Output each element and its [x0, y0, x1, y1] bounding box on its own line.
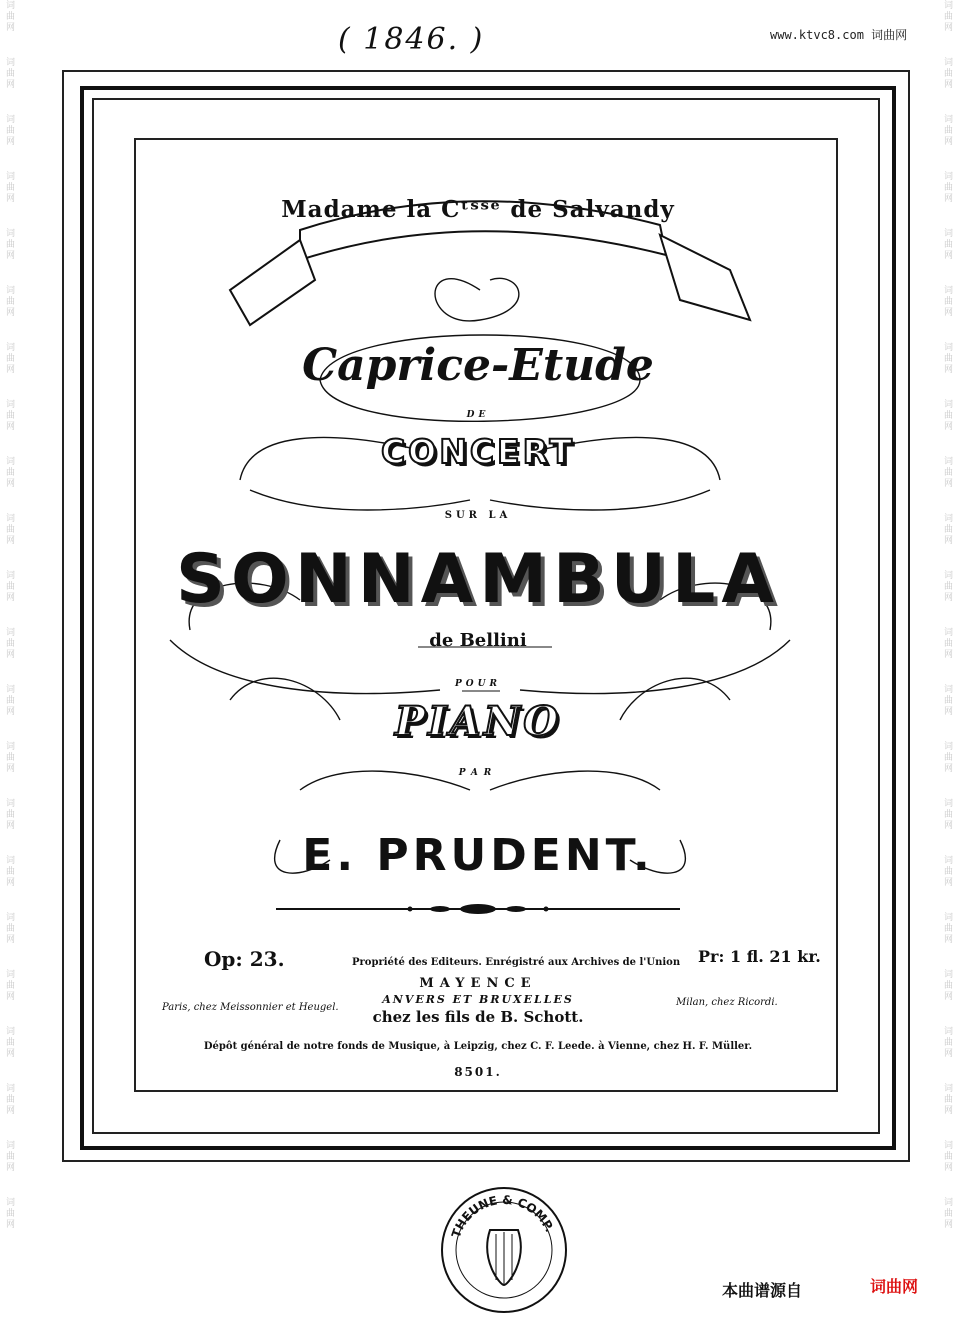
instrument: PIANO [394, 698, 562, 745]
side-watermark-text: 词曲网 [4, 912, 14, 945]
side-watermark-text: 词曲网 [4, 513, 14, 546]
paris-agent: Paris, chez Meissonnier et Heugel. [162, 1002, 339, 1013]
side-watermark-text: 词曲网 [942, 1140, 952, 1173]
side-watermark-text: 词曲网 [4, 1026, 14, 1059]
side-watermark-text: 词曲网 [942, 114, 952, 147]
publisher-stamp [442, 1188, 566, 1312]
word-par: PAR [458, 768, 498, 778]
side-watermark-text: 词曲网 [942, 342, 952, 375]
side-watermark-text: 词曲网 [942, 684, 952, 717]
side-watermark-text: 词曲网 [942, 285, 952, 318]
side-watermark-text: 词曲网 [942, 0, 952, 33]
side-watermark-text: 词曲网 [942, 228, 952, 261]
side-watermark-text: 词曲网 [4, 855, 14, 888]
dedication: Madame la Cᵗˢˢᵉ de Salvandy [281, 196, 675, 223]
side-watermark-text: 词曲网 [4, 1140, 14, 1173]
word-concert: CONCERT [380, 432, 576, 471]
source-label: 本曲谱源自 [722, 1281, 803, 1300]
side-watermark-text: 词曲网 [942, 570, 952, 603]
divider-ornament [460, 904, 496, 914]
side-watermark-text: 词曲网 [4, 684, 14, 717]
side-watermark-text: 词曲网 [942, 171, 952, 204]
publisher-city: MAYENCE [419, 976, 537, 991]
opus-number: Op: 23. [204, 947, 285, 971]
publisher-firm: chez les fils de B. Schott. [372, 1008, 584, 1026]
plate-number: 8501. [454, 1065, 502, 1079]
side-watermark-text: 词曲网 [4, 114, 14, 147]
depot-notice: Dépôt général de notre fonds de Musique, à Leipzig, chez C. F. Leede. à Vienne, chez H. F. Müller. [203, 1041, 753, 1052]
side-watermark-text: 词曲网 [4, 285, 14, 318]
side-watermark-text: 词曲网 [4, 456, 14, 489]
brand-badge[interactable]: 词曲网 [862, 1274, 926, 1300]
side-watermark-text: 词曲网 [942, 741, 952, 774]
side-watermark-text: 词曲网 [942, 855, 952, 888]
price: Pr: 1 fl. 21 kr. [698, 947, 821, 966]
property-notice: Propriété des Editeurs. Enrégistré aux Archives de l'Union [352, 957, 681, 968]
side-watermark-text: 词曲网 [942, 627, 952, 660]
stamp-text: THEUNE & COMP. [448, 1192, 557, 1240]
divider-ornament [506, 906, 526, 912]
side-watermark-text: 词曲网 [942, 1083, 952, 1116]
side-watermark-text: 词曲网 [4, 1197, 14, 1230]
side-watermark-text: 词曲网 [4, 171, 14, 204]
side-watermark-text: 词曲网 [4, 57, 14, 90]
side-watermark-text: 词曲网 [942, 1197, 952, 1230]
side-watermark-text: 词曲网 [4, 741, 14, 774]
ribbon-left-tail [230, 240, 315, 325]
side-watermark-text: 词曲网 [4, 798, 14, 831]
word-de: DE [466, 410, 490, 420]
side-watermark-text: 词曲网 [4, 1083, 14, 1116]
side-watermark-text: 词曲网 [942, 912, 952, 945]
side-watermark-text: 词曲网 [4, 399, 14, 432]
side-watermark-text: 词曲网 [942, 399, 952, 432]
handwritten-year: ( 1846. ) [338, 22, 485, 57]
ribbon-right-tail [660, 235, 750, 320]
composer-name: E. PRUDENT. [302, 830, 654, 881]
side-watermark-text: 词曲网 [942, 1026, 952, 1059]
site-name: 词曲网 [871, 28, 908, 42]
word-sur-la: SUR LA [444, 510, 512, 521]
side-watermark-text: 词曲网 [4, 228, 14, 261]
divider-ornament [430, 906, 450, 912]
publisher-secondary-cities: ANVERS ET BRUXELLES [382, 993, 574, 1006]
opera-composer: de Bellini [429, 630, 527, 651]
side-watermark-text: 词曲网 [4, 627, 14, 660]
side-watermark-text: 词曲网 [942, 969, 952, 1002]
side-watermark-text: 词曲网 [942, 456, 952, 489]
side-watermark-text: 词曲网 [942, 798, 952, 831]
side-watermark-text: 词曲网 [942, 513, 952, 546]
opera-title: SONNAMBULA [176, 540, 780, 619]
word-pour: POUR [455, 679, 501, 689]
divider-ornament [408, 907, 413, 912]
side-watermark-text: 词曲网 [4, 969, 14, 1002]
side-watermark-text: 词曲网 [4, 342, 14, 375]
milan-agent: Milan, chez Ricordi. [676, 997, 778, 1008]
side-watermark-text: 词曲网 [4, 570, 14, 603]
title-caprice-etude: Caprice-Etude [302, 340, 654, 391]
divider-ornament [544, 907, 549, 912]
side-watermark-text: 词曲网 [942, 57, 952, 90]
site-url: www.ktvc8.com [770, 28, 864, 42]
side-watermark-text: 词曲网 [4, 0, 14, 33]
